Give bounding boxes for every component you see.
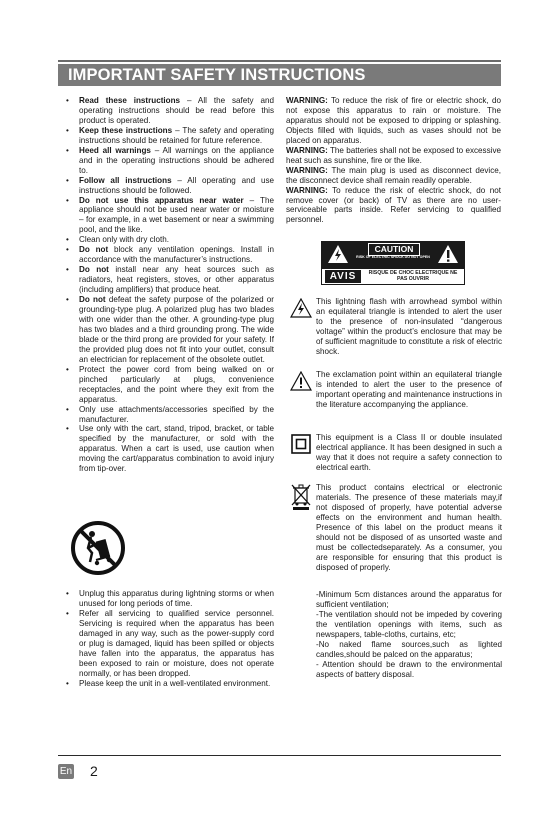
left-bottom-column — [66, 589, 274, 689]
page-title: IMPORTANT SAFETY INSTRUCTIONS — [58, 64, 501, 86]
ventilation-note: - Attention should be drawn to the environmental aspects of battery disposal. — [316, 659, 502, 679]
list-item — [66, 424, 274, 474]
item-text: Use only with the cart, stand, tripod, bracket, or table specified by the manufacturer, or sold with the apparatus. When a cart is used, use caution when moving the cart/apparatus combination to avoid injury from tip-over. — [79, 424, 274, 474]
ventilation-note: -No naked flame sources,such as lighted candles,should be palced on the apparatus; — [316, 639, 502, 659]
footer-rule — [58, 755, 501, 756]
lightning-triangle-icon — [327, 244, 349, 264]
item-text: – The appliance should not be used near water or moisture – for example, in a wet basement or near a swimming pool, and the like. — [79, 195, 274, 235]
warnings-list — [286, 96, 501, 225]
list-item — [66, 405, 274, 425]
warning-paragraph — [286, 96, 501, 146]
item-text: – All operating and use instructions should be followed. — [79, 175, 274, 195]
item-text: Clean only with dry cloth. — [79, 235, 169, 245]
list-item — [66, 96, 274, 126]
item-text: – The safety and operating instructions should be retained for future reference. — [79, 125, 274, 145]
warning-label: WARNING: — [286, 96, 328, 105]
item-text: block any ventilation openings. Install in accordance with the manufacturer’s instructions. — [79, 245, 274, 265]
avis-label: AVIS — [325, 270, 361, 283]
warning-text: To reduce the risk of electric shock, do not remove cover (or back) of TV as there are no user-serviceable parts inside. Refer servicing to qualified personnel. — [286, 185, 501, 225]
item-text: Protect the power cord from being walked on or pinched particularly at plugs, convenience receptacles, and the point where they exit from the apparatus. — [79, 364, 274, 404]
language-badge: En — [59, 766, 73, 777]
item-text: defeat the safety purpose of the polarized or grounding-type plug. A polarized plug has two blades with one wider than the other. A grounding-type plug has two blades and a third grounding prong. The wide blade or the third prong are provided for your safety. If the provided plug does not fit into your outlet, consult an electrician for replacement of the obsolete outlet. — [79, 295, 274, 364]
class-ii-text: This equipment is a Class II or double insulated electrical appliance. It has been designed in such a way that it does not require a safety connection to electrical earth. — [316, 433, 502, 472]
french-warning: RISQUE DE CHOC ELECTRIQUE NE PAS OUVRIR — [368, 270, 458, 282]
item-text: – All the safety and operating instructions should be read before this product is operated. — [79, 96, 274, 125]
item-text: Only use attachments/accessories specified by the manufacturer. — [79, 404, 274, 424]
list-item — [66, 176, 274, 196]
item-lead: Follow all instructions — [79, 175, 172, 185]
ventilation-note: -The ventilation should not be impeded by covering the ventilation openings with items, such as newspapers, table-cloths, curtains, etc; — [316, 609, 502, 639]
item-text: install near any heat sources such as radiators, heat registers, stoves, or other apparatus (including amplifiers) that produce heat. — [79, 265, 275, 295]
list-item — [66, 146, 274, 176]
item-lead: Do not use this apparatus near water — [79, 195, 244, 205]
list-item: • Unplug this apparatus during lightning storms or when unused for long periods of time. — [66, 589, 274, 609]
warning-paragraph — [286, 166, 501, 186]
warning-text: The main plug is used as disconnect device, the disconnect device shall remain readily operable. — [286, 165, 501, 185]
warning-label: WARNING: — [286, 165, 328, 175]
left-column — [66, 96, 274, 474]
exclamation-triangle-icon — [437, 244, 459, 264]
item-lead: Heed all warnings — [79, 145, 151, 155]
ventilation-note: -Minimum 5cm distances around the apparatus for sufficient ventilation; — [316, 590, 502, 609]
class-ii-icon — [291, 434, 311, 454]
warning-paragraph — [286, 146, 501, 166]
exclamation-triangle-icon — [290, 371, 312, 391]
warnings-section — [286, 96, 501, 225]
weee-text: This product contains electrical or electronic materials. The presence of these materials may,if not disposed of properly, have potential adverse effects on the environment and human health. Presence of this label on the product means it should not be disposed of as unsorted waste and must be collectedseparately. As a consumer, you are responsible for ensuring that this product is disposed of properly. — [316, 483, 502, 572]
lightning-symbol-text: This lightning flash with arrowhead symbol within an equilateral triangle is intended to alert the user to the presence of non-insulated “dangerous voltage” within the product’s enclosure that may be of sufficient magnitude to constitute a risk of electric shock. — [316, 297, 502, 356]
warning-paragraph — [286, 186, 501, 226]
item-lead: Read these instructions — [79, 96, 181, 105]
caution-subtitle: RISK OF ELECTRIC SHOCK DO NOT OPEN — [356, 255, 430, 259]
warning-label: WARNING: — [286, 185, 328, 195]
item-lead: Do not — [79, 245, 109, 255]
item-lead: Do not — [79, 295, 106, 305]
item-lead: Do not — [79, 265, 109, 275]
exclamation-symbol-text: The exclamation point within an equilateral triangle is intended to alert the user to the presence of important operating and maintenance instructions in the literature accompanying the appliance. — [316, 370, 502, 409]
item-text: – All warnings on the appliance and in the operating instructions should be adhered to. — [79, 145, 274, 175]
lightning-triangle-icon — [290, 298, 312, 318]
warning-text: The batteries shall not be exposed to excessive heat such as sunshine, fire or the like. — [286, 145, 501, 165]
warning-label: WARNING: — [286, 145, 328, 155]
safety-instructions-list-continued — [66, 589, 274, 689]
list-item — [66, 265, 274, 295]
header-rule — [58, 60, 501, 62]
item-lead: Keep these instructions — [79, 125, 173, 135]
list-item: • Please keep the unit in a well-ventilated environment. — [66, 679, 274, 689]
list-item — [66, 235, 274, 245]
list-item — [66, 196, 274, 236]
warning-text: To reduce the risk of fire or electric shock, do not expose this apparatus to rain or moisture. The apparatus should not be exposed to dripping or splashing. Objects filled with liquids, such as vases should not be placed on apparatus. — [286, 96, 501, 145]
list-item — [66, 126, 274, 146]
caution-label — [321, 241, 465, 285]
page-number: 2 — [90, 763, 98, 779]
cart-tipover-warning-icon — [70, 520, 126, 576]
list-item: • Refer all servicing to qualified service personnel. Servicing is required when the apparatus has been damaged in any way, such as the power-supply cord or plug is damaged, liquid has been spilled or objects have fallen into the apparatus, the apparatus has been exposed to rain or moisture, does not operate normally, or has been dropped. — [66, 609, 274, 679]
weee-bin-icon — [290, 483, 312, 511]
safety-instructions-list — [66, 96, 274, 474]
caution-title: CAUTION — [368, 243, 420, 256]
ventilation-notes — [316, 590, 502, 680]
list-item — [66, 245, 274, 265]
list-item — [66, 365, 274, 405]
list-item — [66, 295, 274, 365]
